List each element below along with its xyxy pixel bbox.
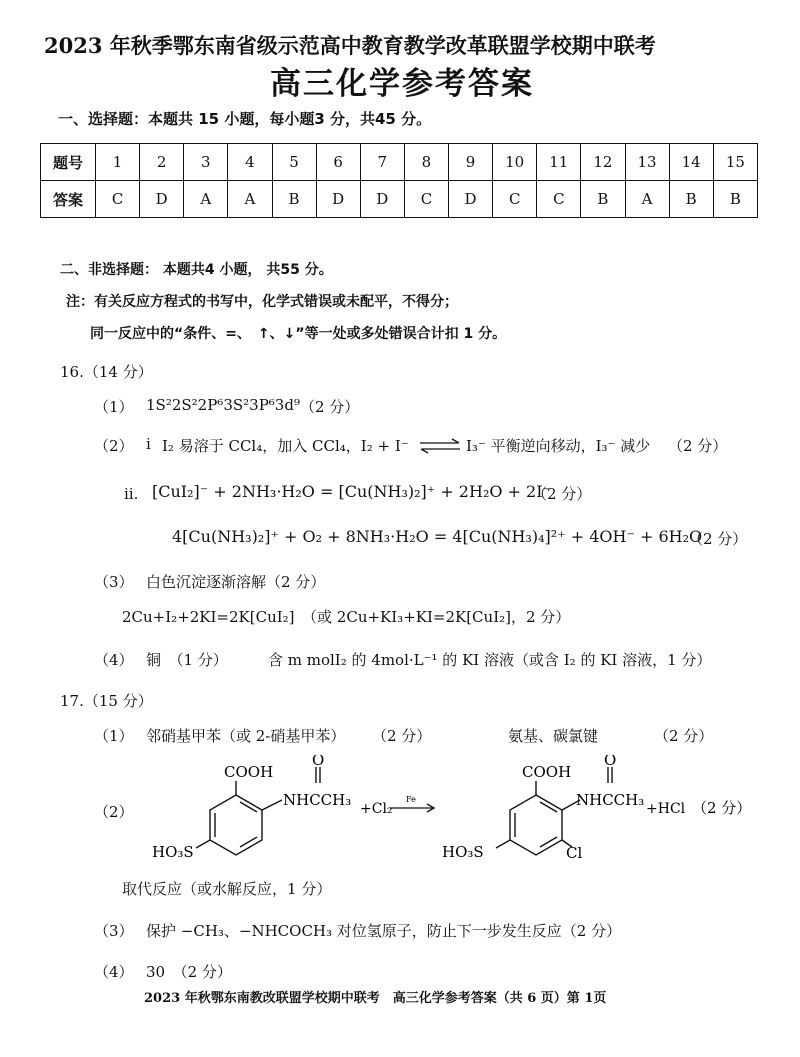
- reaction-scheme: [140, 755, 760, 870]
- reactant-carbonyl-o-label: O: [312, 755, 325, 769]
- table-cell: B: [581, 181, 625, 218]
- byproduct-label: +HCl: [646, 801, 686, 817]
- table-cell: 12: [581, 144, 625, 181]
- q16-part1-answer: 1S²2S²2P⁶3S²3P⁶3d⁹: [146, 396, 300, 414]
- q17-part2-type: 取代反应（或水解反应，1 分）: [122, 880, 332, 898]
- row-label-number: 题号: [41, 144, 96, 181]
- part2-heading: 二、非选择题： 本题共4 小题， 共55 分。: [60, 262, 333, 278]
- q16-part2-i-label: i: [146, 435, 151, 453]
- q17-part4-label: （4）: [94, 963, 134, 981]
- table-cell: 10: [493, 144, 537, 181]
- q17-part1-score-2: （2 分）: [654, 727, 714, 745]
- q16-equation-1: [CuI₂]⁻ + 2NH₃·H₂O = [Cu(NH₃)₂]⁺ + 2H₂O + 2I⁻: [152, 482, 551, 501]
- row-label-answer: 答案: [41, 181, 96, 218]
- q16-part4-answer-2: 含 m molI₂ 的 4mol·L⁻¹ 的 KI 溶液（或含 I₂ 的 KI 溶液，1 分）: [268, 651, 712, 669]
- q16-part3-answer: 白色沉淀逐渐溶解（2 分）: [146, 573, 326, 591]
- q17-part1-answer-2: 氨基、碳氯键: [508, 727, 599, 745]
- table-cell: D: [360, 181, 404, 218]
- q17-part1-score: （2 分）: [372, 727, 432, 745]
- scheme-score: （2 分）: [692, 799, 752, 817]
- part1-heading: 一、选择题：本题共 15 小题，每小题3 分，共45 分。: [58, 110, 432, 128]
- q16-part4-answer: 铜 （1 分）: [146, 651, 228, 669]
- product-amide-label: NHCCH₃: [576, 791, 645, 809]
- table-cell: 4: [228, 144, 272, 181]
- q16-equation-1-score: （2 分）: [532, 485, 592, 503]
- table-cell: D: [140, 181, 184, 218]
- table-cell: 8: [404, 144, 448, 181]
- table-row-numbers: [41, 144, 758, 181]
- product-carbonyl-o-label: O: [604, 755, 617, 769]
- q16-part2-label: （2）: [94, 437, 134, 455]
- table-cell: C: [537, 181, 581, 218]
- exam-title: 2023 年秋季鄂东南省级示范高中教育教学改革联盟学校期中联考: [44, 33, 656, 58]
- q17-part2-label: （2）: [94, 803, 134, 821]
- table-cell: A: [228, 181, 272, 218]
- answer-table: [40, 143, 758, 218]
- q16-part2-ii-label: ii.: [124, 485, 139, 503]
- product-cl-label: Cl: [566, 844, 583, 862]
- q16-part3-equation: 2Cu+I₂+2KI=2K[CuI₂] （或 2Cu+KI₃+KI=2K[CuI₂]，2 分）: [122, 608, 571, 626]
- q17-part1-label: （1）: [94, 727, 134, 745]
- q17-part1-answer: 邻硝基甲苯（或 2-硝基甲苯）: [146, 727, 346, 745]
- table-cell: B: [669, 181, 713, 218]
- q17-part4-answer: 30 （2 分）: [146, 963, 232, 981]
- table-cell: 13: [625, 144, 669, 181]
- table-cell: C: [404, 181, 448, 218]
- table-cell: 5: [272, 144, 316, 181]
- note-line-2: 同一反应中的“条件、=、 ↑、↓”等一处或多处错误合计扣 1 分。: [90, 326, 507, 342]
- q16-part1-label: （1）: [94, 398, 134, 416]
- table-cell: 15: [713, 144, 757, 181]
- reactant-amide-label: NHCCH₃: [283, 791, 352, 809]
- table-cell: 7: [360, 144, 404, 181]
- page-footer: 2023 年秋鄂东南教改联盟学校期中联考 高三化学参考答案（共 6 页）第 1页: [144, 991, 607, 1006]
- q16-part4-label: （4）: [94, 651, 134, 669]
- table-cell: 6: [316, 144, 360, 181]
- q16-equation-2-score: （2 分）: [688, 530, 748, 548]
- table-cell: 9: [449, 144, 493, 181]
- table-cell: 11: [537, 144, 581, 181]
- table-row-answers: [41, 181, 758, 218]
- q17-part3-answer: 保护 −CH₃、−NHCOCH₃ 对位氢原子，防止下一步发生反应（2 分）: [146, 922, 622, 940]
- table-cell: C: [96, 181, 140, 218]
- q16-equation-2: 4[Cu(NH₃)₂]⁺ + O₂ + 8NH₃·H₂O = 4[Cu(NH₃)₄]²⁺ + 4OH⁻ + 6H₂O: [172, 527, 703, 546]
- table-cell: 2: [140, 144, 184, 181]
- table-cell: A: [184, 181, 228, 218]
- table-cell: B: [713, 181, 757, 218]
- table-cell: 3: [184, 144, 228, 181]
- reaction-arrow-icon: [390, 804, 434, 812]
- catalyst-label: Fe: [406, 795, 416, 804]
- note-line-1: 注：有关反应方程式的书写中，化学式错误或未配平，不得分；: [66, 294, 458, 310]
- product-sulfonic-label: HO₃S: [442, 843, 484, 861]
- table-cell: D: [449, 181, 493, 218]
- q16-title: 16.（14 分）: [60, 363, 153, 381]
- reagent-label: +Cl₂: [360, 801, 393, 817]
- q16-part1-score: （2 分）: [300, 398, 360, 416]
- table-cell: 1: [96, 144, 140, 181]
- reactant-cooh-label: COOH: [224, 763, 274, 781]
- table-cell: B: [272, 181, 316, 218]
- page-title: 高三化学参考答案: [270, 66, 534, 102]
- table-cell: A: [625, 181, 669, 218]
- q16-part2-i-text-a: I₂ 易溶于 CCl₄，加入 CCl₄，I₂ + I⁻: [162, 437, 409, 455]
- q16-part2-i-text-b: I₃⁻ 平衡逆向移动，I₃⁻ 减少: [466, 437, 651, 455]
- equilibrium-arrow-icon: [418, 438, 462, 454]
- reactant-sulfonic-label: HO₃S: [152, 843, 194, 861]
- table-cell: C: [493, 181, 537, 218]
- table-cell: D: [316, 181, 360, 218]
- table-cell: 14: [669, 144, 713, 181]
- q16-part3-label: （3）: [94, 573, 134, 591]
- q17-title: 17.（15 分）: [60, 692, 153, 710]
- q16-part2-i-score: （2 分）: [668, 437, 728, 455]
- product-cooh-label: COOH: [522, 763, 572, 781]
- q17-part3-label: （3）: [94, 922, 134, 940]
